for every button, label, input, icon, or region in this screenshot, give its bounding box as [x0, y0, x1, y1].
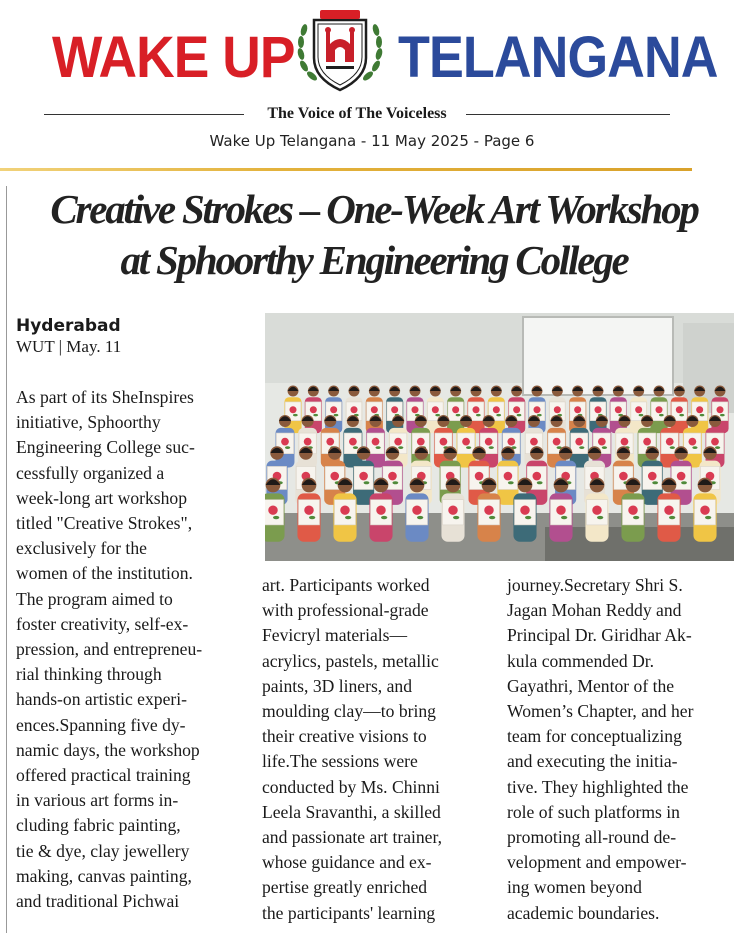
dateline-city: Hyderabad: [16, 316, 121, 336]
text-line: with professional-grade: [262, 600, 429, 621]
text-line: week-long art workshop: [16, 487, 188, 508]
text-line: hands-on artistic experi-: [16, 689, 187, 710]
text-line: conducted by Ms. Chinni: [262, 776, 440, 797]
text-line: in various art forms in-: [16, 790, 179, 811]
text-line: cessfully organized a: [16, 462, 165, 483]
text-line: The program aimed to: [16, 588, 173, 609]
text-line: making, canvas painting,: [16, 865, 192, 886]
text-line: pression, and entrepreneu-: [16, 639, 203, 660]
text-line: team for conceptualizing: [507, 726, 682, 747]
text-line: pertise greatly enriched: [262, 877, 428, 898]
text-line: acrylics, pastels, metallic: [262, 650, 439, 671]
text-line: As part of its SheInspires: [16, 387, 194, 407]
text-line: Jagan Mohan Reddy and: [507, 600, 682, 621]
text-line: moulding clay—to bring: [262, 701, 436, 722]
text-line: Principal Dr. Giridhar Ak-: [507, 625, 692, 646]
article-column-3: [507, 573, 739, 926]
text-line: ences.Spanning five dy-: [16, 714, 186, 735]
headline-line-1: Creative Strokes – One-Week Art Workshop: [50, 186, 698, 232]
text-line: velopment and empower-: [507, 852, 687, 873]
text-line: offered practical training: [16, 765, 191, 786]
text-line: rial thinking through: [16, 664, 162, 685]
text-line: Women’s Chapter, and her: [507, 701, 694, 722]
text-line: Engineering College suc-: [16, 437, 195, 458]
dateline-byline: WUT | May. 11: [16, 337, 122, 356]
text-line: exclusively for the: [16, 538, 147, 559]
text-line: Fevicryl materials—: [262, 625, 408, 646]
text-line: promoting all-round de-: [507, 827, 677, 848]
text-line: academic boundaries.: [507, 902, 660, 923]
masthead-name-left: WAKE UP: [52, 25, 295, 90]
text-line: and executing the initia-: [507, 751, 678, 772]
text-line: whose guidance and ex-: [262, 852, 432, 873]
text-line: tie & dye, clay jewellery: [16, 840, 190, 861]
text-line: journey.Secretary Shri S.: [507, 575, 683, 595]
text-line: Leela Sravanthi, a skilled: [262, 801, 441, 822]
text-line: paints, 3D liners, and: [262, 675, 413, 696]
text-line: art. Participants worked: [262, 575, 430, 595]
article-column-2: [262, 573, 498, 926]
text-line: cluding fabric painting,: [16, 815, 181, 836]
text-line: and traditional Pichwai: [16, 891, 180, 912]
crest-logo-icon: [290, 4, 390, 96]
text-line: initiative, Sphoorthy: [16, 412, 161, 433]
text-line: Gayathri, Mentor of the: [507, 675, 675, 696]
text-line: foster creativity, self-ex-: [16, 613, 189, 634]
text-line: tive. They highlighted the: [507, 776, 689, 797]
headline-line-2: at Sphoorthy Engineering College: [120, 237, 628, 283]
gold-divider: [0, 168, 692, 171]
column-rule: [6, 186, 7, 933]
tagline: The Voice of The Voiceless: [261, 105, 452, 122]
issue-info: Wake Up Telangana - 11 May 2025 - Page 6: [209, 132, 535, 150]
text-line: kula commended Dr.: [507, 650, 655, 671]
text-line: titled "Creative Strokes",: [16, 513, 193, 534]
masthead-name-right: TELANGANA: [398, 25, 718, 90]
article-column-1: [16, 385, 252, 914]
text-line: and passionate art trainer,: [262, 827, 443, 848]
tagline-row: [44, 104, 670, 124]
text-line: ing women beyond: [507, 877, 642, 898]
masthead: [0, 0, 744, 172]
text-line: life.The sessions were: [262, 751, 418, 772]
article-photo: [265, 313, 734, 561]
text-line: women of the institution.: [16, 563, 193, 584]
text-line: their creative visions to: [262, 726, 427, 747]
group-photo-image: [265, 313, 734, 561]
article-headline: [14, 184, 734, 286]
text-line: role of such platforms in: [507, 801, 680, 822]
text-line: namic days, the workshop: [16, 739, 200, 760]
text-line: the participants' learning: [262, 902, 436, 923]
